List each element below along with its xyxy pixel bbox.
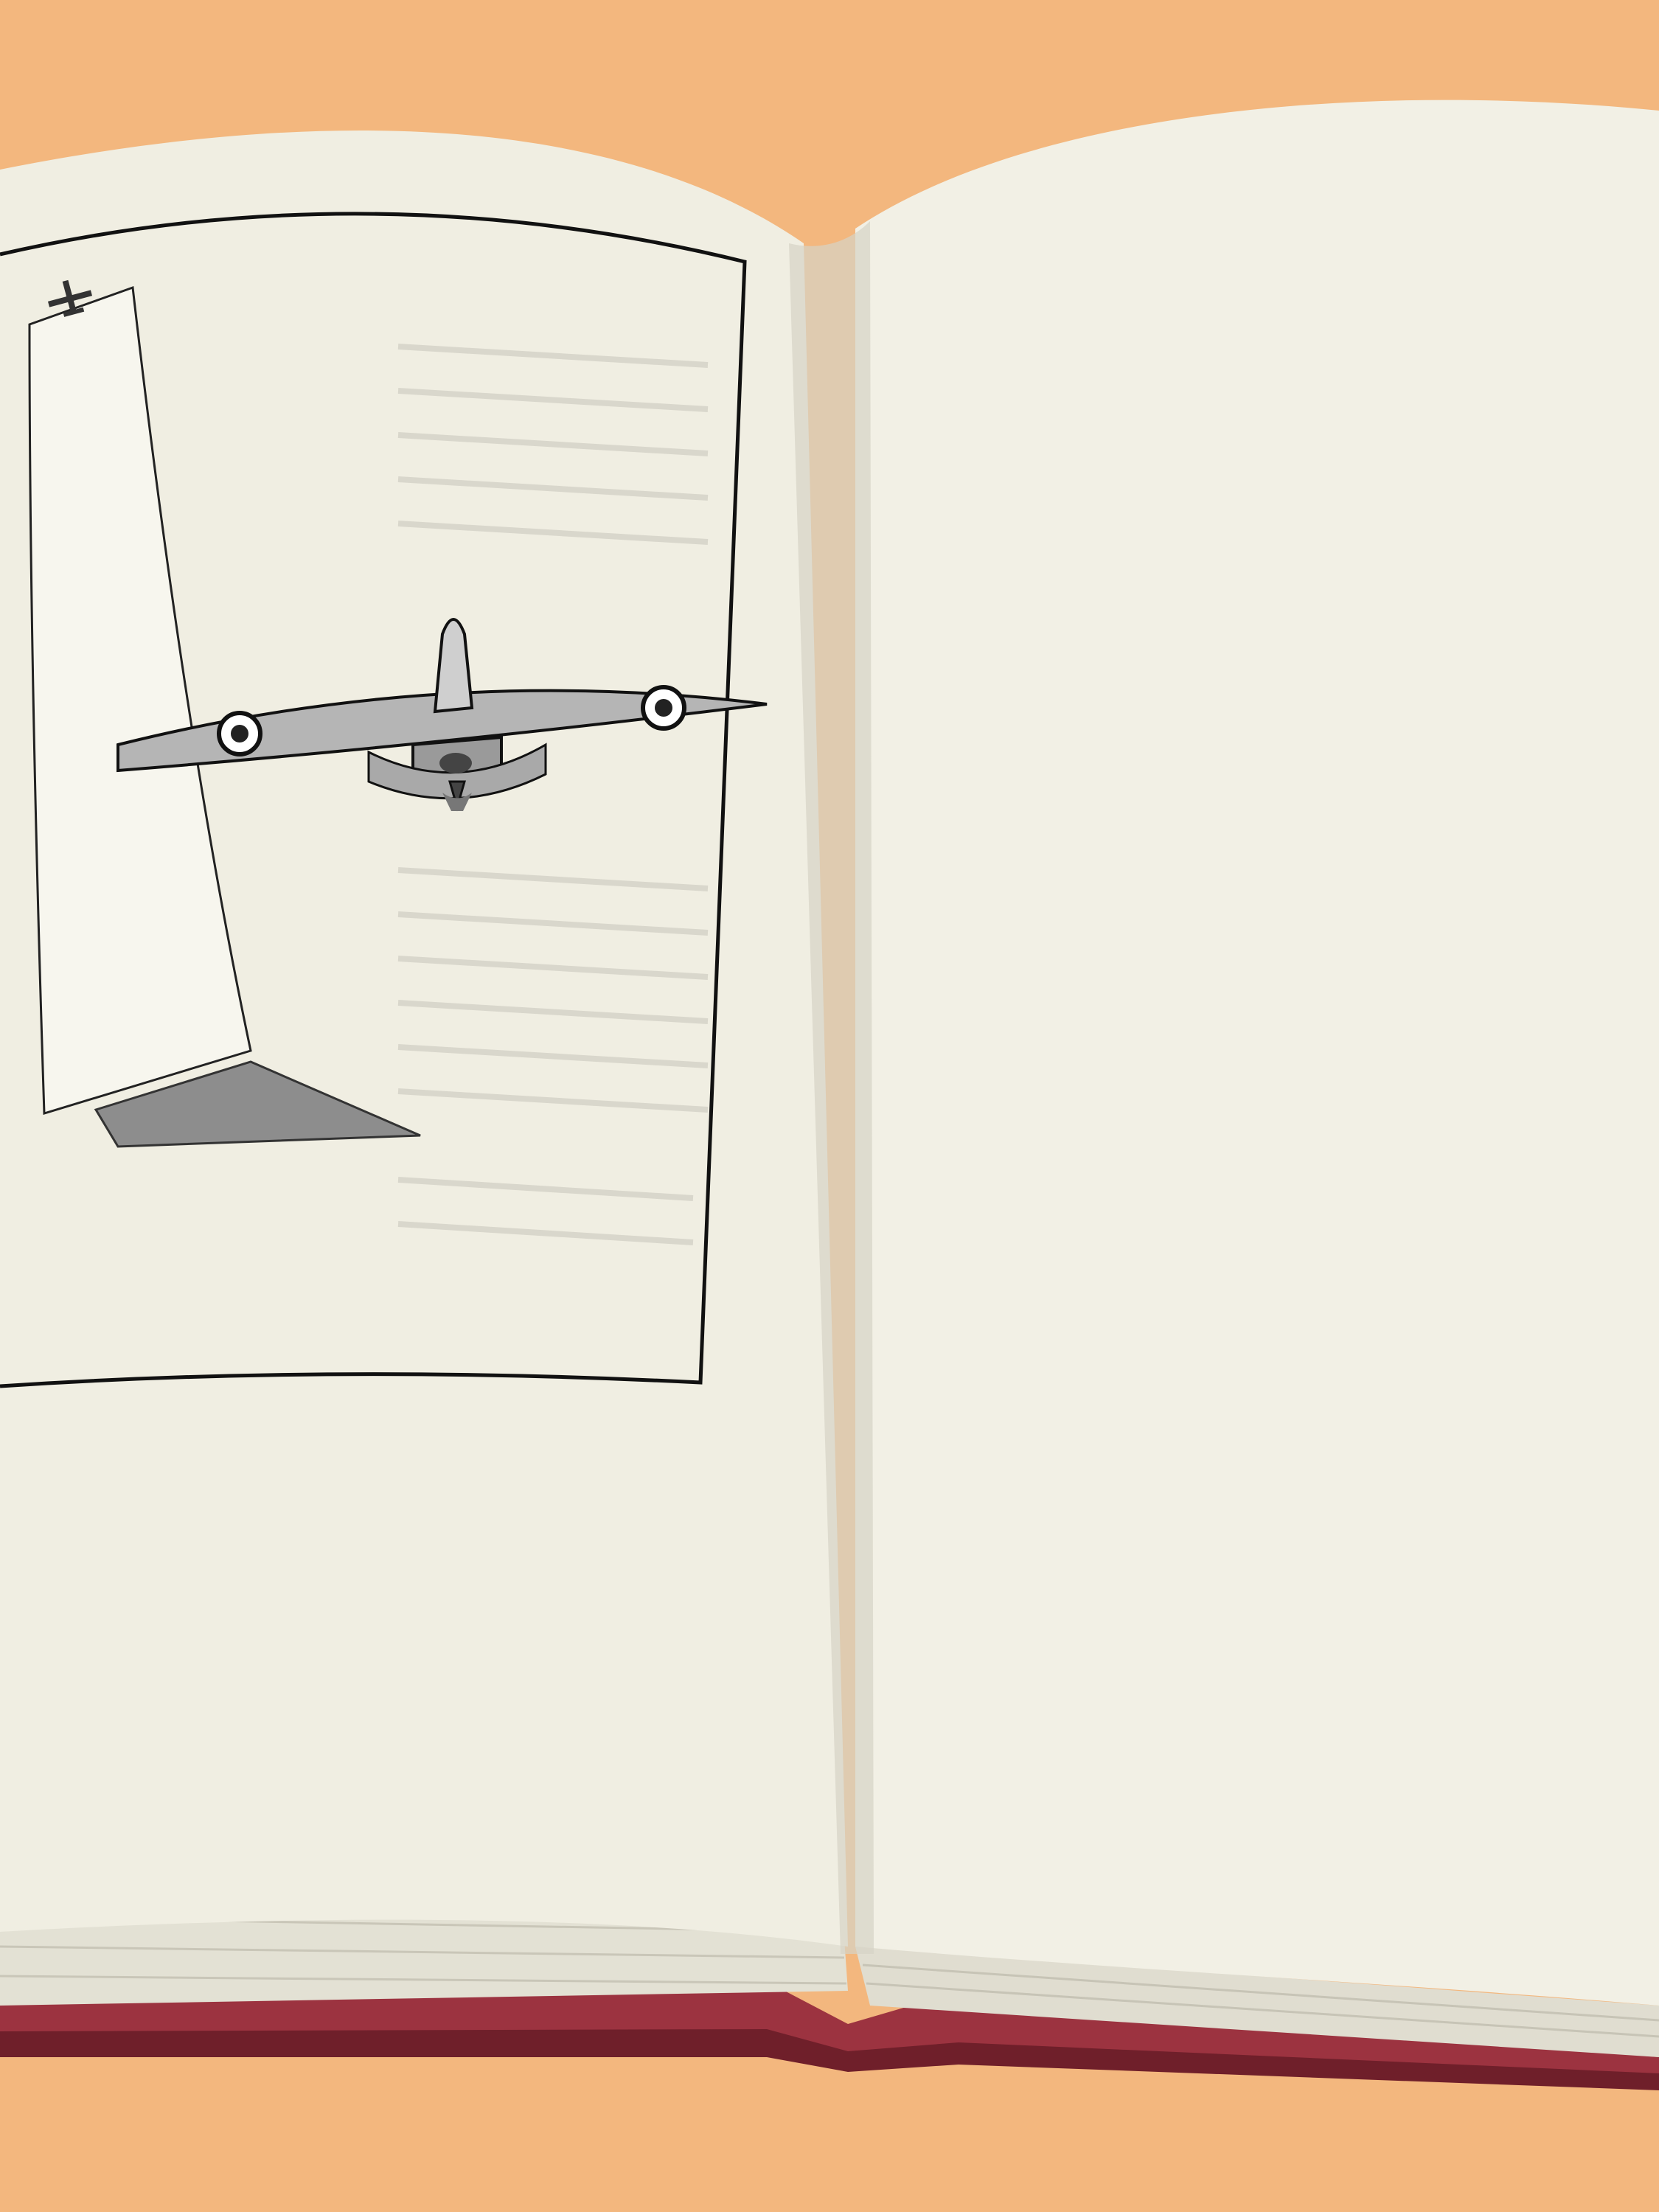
right-page xyxy=(855,100,1659,2006)
